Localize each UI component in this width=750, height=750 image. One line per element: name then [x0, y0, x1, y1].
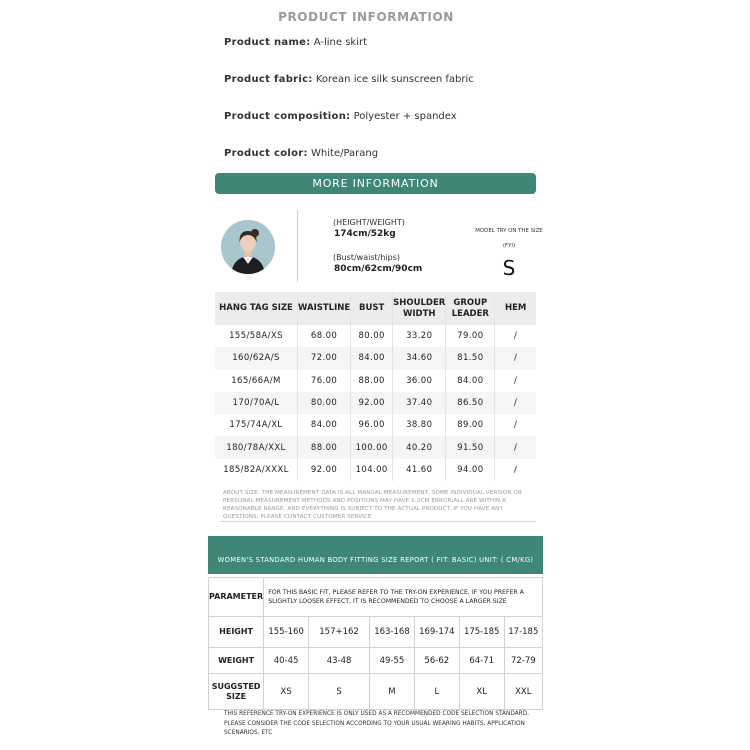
cell-size: 155/58A/XS [229, 331, 283, 342]
product-fabric-row [224, 74, 474, 85]
height-cell: 163-168 [370, 617, 415, 648]
cell-waistline: 68.00 [298, 325, 351, 347]
table-row [215, 370, 536, 392]
suggested-size-cell: XL [459, 674, 504, 710]
product-composition-row [224, 111, 457, 122]
cell-group-leader: 91.50 [446, 436, 495, 458]
product-color-row [224, 148, 378, 159]
model-try-on-label: MODEL TRY ON THE SIZE [475, 228, 543, 234]
height-row [209, 617, 543, 648]
cell-size: 180/78A/XXL [215, 436, 298, 458]
weight-label: WEIGHT [209, 648, 264, 674]
suggested-size-cell: XXL [504, 674, 542, 710]
model-divider [297, 210, 298, 282]
header-group-leader: GROUP LEADER [446, 292, 495, 325]
cell-shoulder: 40.20 [393, 436, 446, 458]
cell-waistline: 88.00 [298, 436, 351, 458]
height-cell: 175-185 [459, 617, 504, 648]
cell-hem: / [495, 392, 536, 414]
cell-hem: / [495, 325, 536, 347]
cell-waistline: 84.00 [298, 414, 351, 436]
parameter-row [209, 578, 543, 617]
weight-row [209, 648, 543, 674]
weight-cell: 56-62 [414, 648, 459, 674]
cell-group-leader: 89.00 [446, 414, 495, 436]
model-size-value: S [502, 256, 516, 280]
cell-shoulder: 33.20 [393, 325, 446, 347]
cell-bust: 80.00 [351, 325, 393, 347]
cell-group-leader: 84.00 [446, 370, 495, 392]
weight-cell: 72-79 [504, 648, 542, 674]
product-fabric-label: Product fabric: [224, 74, 313, 85]
weight-cell: 49-55 [370, 648, 415, 674]
cell-waistline: 76.00 [298, 370, 351, 392]
suggested-size-cell: XS [264, 674, 309, 710]
header-bust: BUST [351, 292, 393, 325]
header-hang-tag-size: HANG TAG SIZE [215, 292, 298, 325]
parameter-label: PARAMETER [209, 578, 264, 617]
suggested-size-cell: M [370, 674, 415, 710]
page-title: PRODUCT INFORMATION [278, 10, 454, 24]
bust-waist-hips-value: 80cm/62cm/90cm [334, 264, 423, 274]
product-composition-value: Polyester + spandex [353, 111, 457, 122]
cell-hem: / [495, 459, 536, 481]
cell-waistline: 92.00 [298, 459, 351, 481]
height-cell: 155-160 [264, 617, 309, 648]
table-row [215, 414, 536, 436]
size-table-header [215, 292, 536, 325]
suggested-size-cell: S [309, 674, 370, 710]
cell-hem: / [495, 347, 536, 369]
product-fabric-value: Korean ice silk sunscreen fabric [315, 74, 474, 85]
cell-size: 165/66A/M [231, 375, 281, 386]
model-avatar [221, 220, 275, 274]
table-row [215, 392, 536, 414]
bust-waist-hips-label: (Bust/waist/hips) [333, 253, 401, 262]
size-table [215, 292, 536, 481]
product-composition-label: Product composition: [224, 111, 351, 122]
header-waistline: WAISTLINE [298, 292, 351, 325]
product-name-label: Product name: [224, 37, 311, 48]
suggested-size-cell: L [414, 674, 459, 710]
product-name-value: A-line skirt [313, 37, 368, 48]
cell-bust: 84.00 [351, 347, 393, 369]
product-color-label: Product color: [224, 148, 308, 159]
cell-size: 170/70A/L [215, 392, 298, 414]
cell-waistline: 72.00 [298, 347, 351, 369]
cell-group-leader: 79.00 [446, 325, 495, 347]
cell-hem: / [495, 414, 536, 436]
cell-bust: 104.00 [351, 459, 393, 481]
cell-group-leader: 81.50 [446, 347, 495, 369]
cell-group-leader: 94.00 [446, 459, 495, 481]
cell-bust: 96.00 [351, 414, 393, 436]
fit-report-banner [208, 536, 543, 574]
product-name-row [224, 37, 367, 48]
table-row [215, 347, 536, 369]
cell-bust: 100.00 [351, 436, 393, 458]
header-hem: HEM [495, 292, 536, 325]
weight-cell: 40-45 [264, 648, 309, 674]
suggested-size-row [209, 674, 543, 710]
cell-size: 185/82A/XXXL [223, 464, 289, 475]
section-divider [220, 521, 536, 522]
parameter-note: FOR THIS BASIC FIT, PLEASE REFER TO THE TRY-ON EXPERIENCE, IF YOU PREFER A SLIGHTLY LOOSER EFFECT, IT IS RECOMMENDED TO CHOOSE A LARGER SIZE [264, 578, 543, 617]
about-size-note: ABOUT SIZE: THE MEASUREMENT DATA IS ALL MANUAL MEASUREMENT, SOME INDIVIDUAL VERSION OR PERSONAL MEASUREMENT METHODS AND POSITIONS MAY HAVE 1-2CM ERROR,ALL ARE WITHIN A REASONABLE RANGE, AND EVERYTHING IS SUBJECT TO THE ACTUAL PRODUCT. IF YOU HAVE ANY QUESTIONS, PLEASE CONTACT CUSTOMER SERVICE [223, 490, 523, 520]
fit-report-table [208, 577, 543, 710]
weight-cell: 43-48 [309, 648, 370, 674]
cell-size: 160/62A/S [215, 347, 298, 369]
cell-hem: / [495, 436, 536, 458]
cell-shoulder: 36.00 [393, 370, 446, 392]
suggested-size-label: SUGGSTED SIZE [209, 674, 264, 710]
cell-size: 175/74A/XL [229, 420, 283, 431]
header-shoulder-width: SHOULDER WIDTH [393, 292, 446, 325]
cell-waistline: 80.00 [298, 392, 351, 414]
cell-bust: 92.00 [351, 392, 393, 414]
product-color-value: White/Parang [311, 148, 379, 159]
table-row [215, 436, 536, 458]
cell-bust: 88.00 [351, 370, 393, 392]
more-information-banner: MORE INFORMATION [215, 173, 536, 194]
cell-shoulder: 34.60 [393, 347, 446, 369]
height-cell: 157+162 [309, 617, 370, 648]
height-cell: 17-185 [504, 617, 542, 648]
weight-cell: 64-71 [459, 648, 504, 674]
reference-footnote: THIS REFERENCE TRY-ON EXPERIENCE IS ONLY USED AS A RECOMMENDED CODE SELECTION STANDARD, PLEASE CONSIDER THE CODE SELECTION ACCORDING TO YOUR USUAL WEARING HABITS, APPLICATION SCENARIOS, ETC [224, 711, 530, 736]
fit-report-title: WOMEN'S STANDARD HUMAN BODY FITTING SIZE REPORT ( FIT: BASIC) UNIT: ( CM/KG) [217, 556, 534, 564]
cell-hem: / [495, 370, 536, 392]
table-row [215, 325, 536, 347]
cell-shoulder: 41.60 [393, 459, 446, 481]
cell-shoulder: 37.40 [393, 392, 446, 414]
cell-group-leader: 86.50 [446, 392, 495, 414]
height-label: HEIGHT [209, 617, 264, 648]
fyi-label: (FYI) [502, 243, 516, 249]
table-row [215, 459, 536, 481]
height-weight-value: 174cm/52kg [334, 229, 396, 239]
height-cell: 169-174 [414, 617, 459, 648]
height-weight-label: (HEIGHT/WEIGHT) [333, 218, 405, 227]
cell-shoulder: 38.80 [393, 414, 446, 436]
